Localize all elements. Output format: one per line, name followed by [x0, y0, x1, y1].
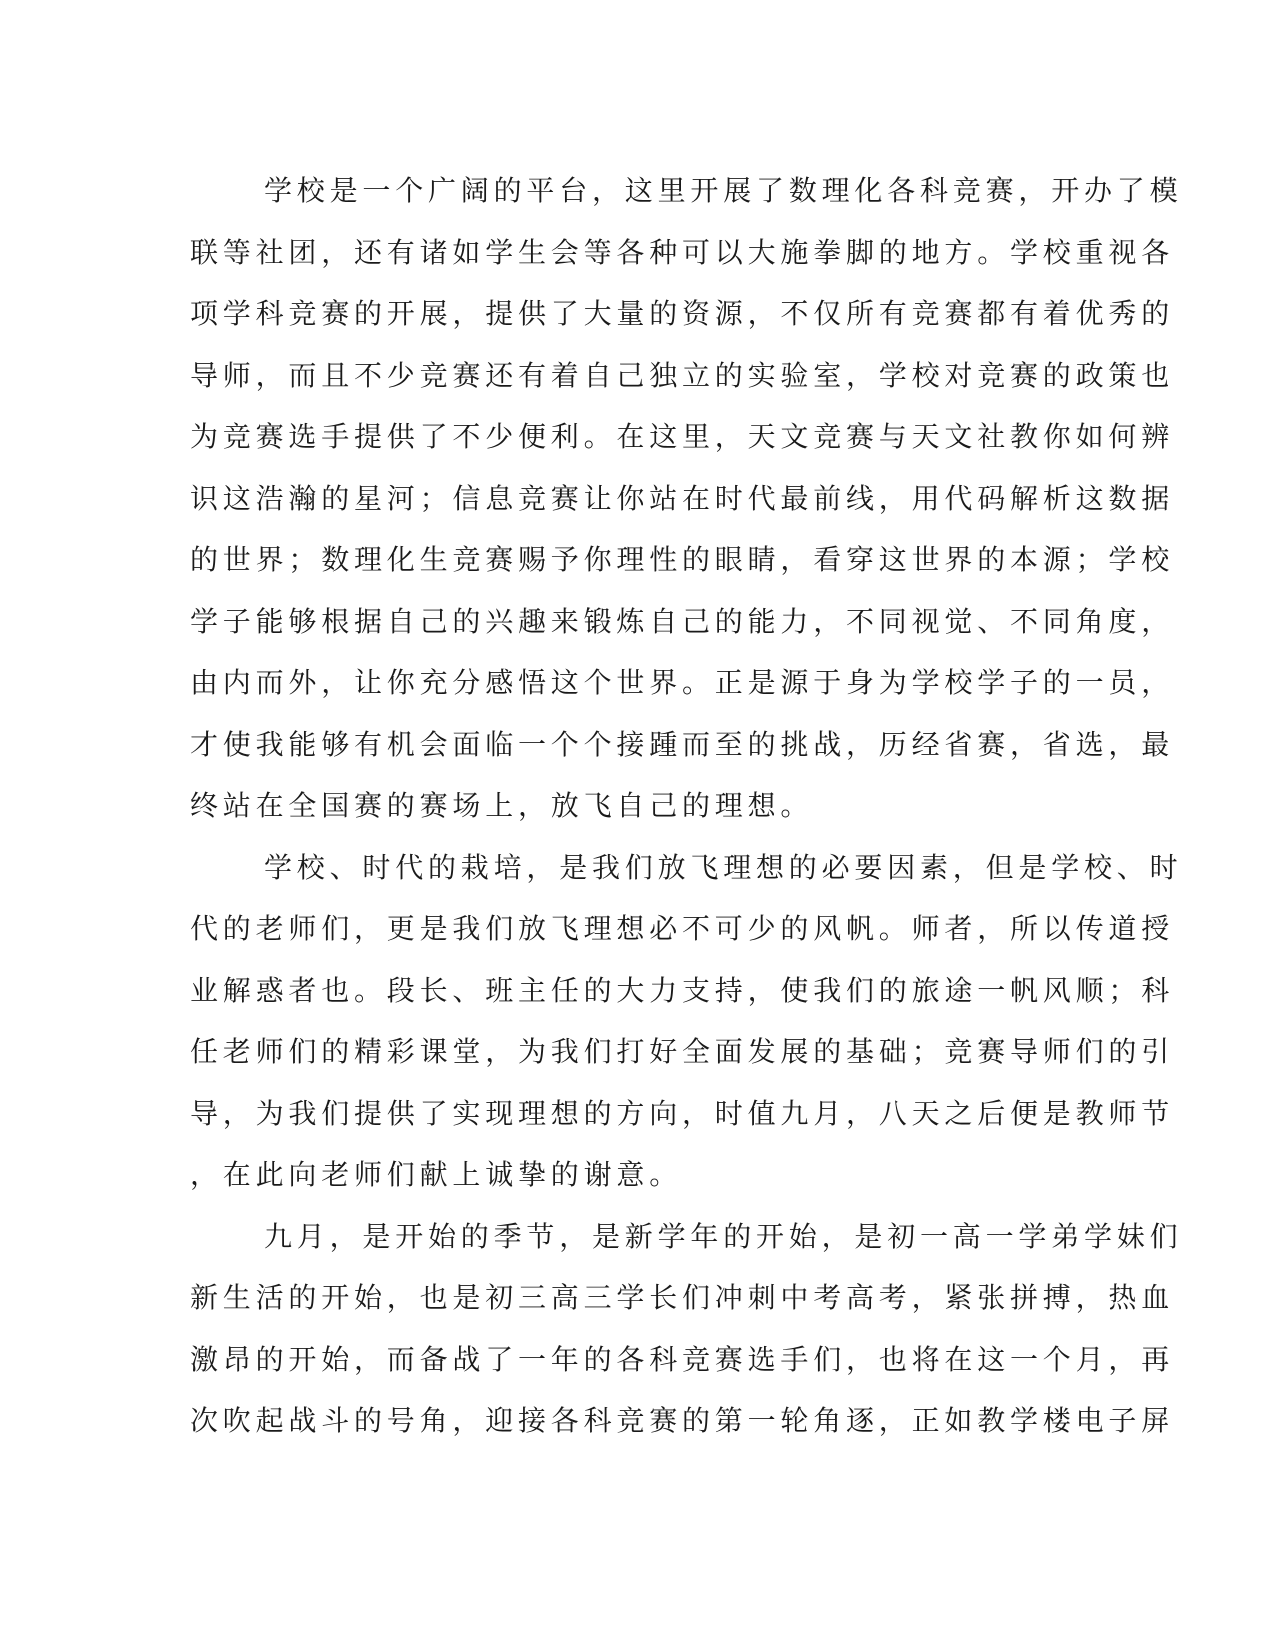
text-line: 导师，而且不少竞赛还有着自己独立的实验室，学校对竞赛的政策也 — [190, 358, 1175, 392]
text-line: 学校是一个广阔的平台，这里开展了数理化各科竞赛，开办了模 — [264, 174, 1183, 207]
text-line: ，在此向老师们献上诚挚的谢意。 — [190, 1158, 683, 1191]
text-line: 联等社团，还有诸如学生会等各种可以大施拳脚的地方。学校重视各 — [190, 235, 1175, 269]
text-line: 九月，是开始的季节，是新学年的开始，是初一高一学弟学妹们 — [264, 1219, 1183, 1253]
text-line: 业解惑者也。段长、班主任的大力支持，使我们的旅途一帆风顺；科 — [190, 973, 1175, 1007]
text-line: 识这浩瀚的星河；信息竞赛让你站在时代最前线，用代码解析这数据 — [190, 481, 1175, 515]
text-line: 项学科竞赛的开展，提供了大量的资源，不仅所有竞赛都有着优秀的 — [190, 297, 1175, 330]
text-line: 终站在全国赛的赛场上，放飞自己的理想。 — [190, 789, 814, 822]
text-line: 任老师们的精彩课堂，为我们打好全面发展的基础；竞赛导师们的引 — [190, 1035, 1175, 1068]
text-line: 代的老师们，更是我们放飞理想必不可少的风帆。师者，所以传道授 — [190, 912, 1175, 945]
text-line: 为竞赛选手提供了不少便利。在这里，天文竞赛与天文社教你如何辨 — [190, 420, 1175, 453]
text-line: 导，为我们提供了实现理想的方向，时值九月，八天之后便是教师节 — [190, 1096, 1175, 1130]
text-line: 新生活的开始，也是初三高三学长们冲刺中考高考，紧张拼搏，热血 — [190, 1281, 1175, 1314]
text-line: 的世界；数理化生竞赛赐予你理性的眼睛，看穿这世界的本源；学校 — [190, 543, 1175, 576]
text-line: 激昂的开始，而备战了一年的各科竞赛选手们，也将在这一个月，再 — [190, 1342, 1175, 1376]
text-line: 才使我能够有机会面临一个个接踵而至的挑战，历经省赛，省选，最 — [190, 727, 1175, 761]
text-line: 学子能够根据自己的兴趣来锻炼自己的能力，不同视觉、不同角度， — [190, 604, 1175, 638]
text-line: 次吹起战斗的号角，迎接各科竞赛的第一轮角逐，正如教学楼电子屏 — [190, 1404, 1175, 1437]
document-body — [190, 160, 1183, 1452]
text-line: 由内而外，让你充分感悟这个世界。正是源于身为学校学子的一员， — [190, 666, 1175, 699]
text-line: 学校、时代的栽培，是我们放飞理想的必要因素，但是学校、时 — [264, 850, 1183, 884]
